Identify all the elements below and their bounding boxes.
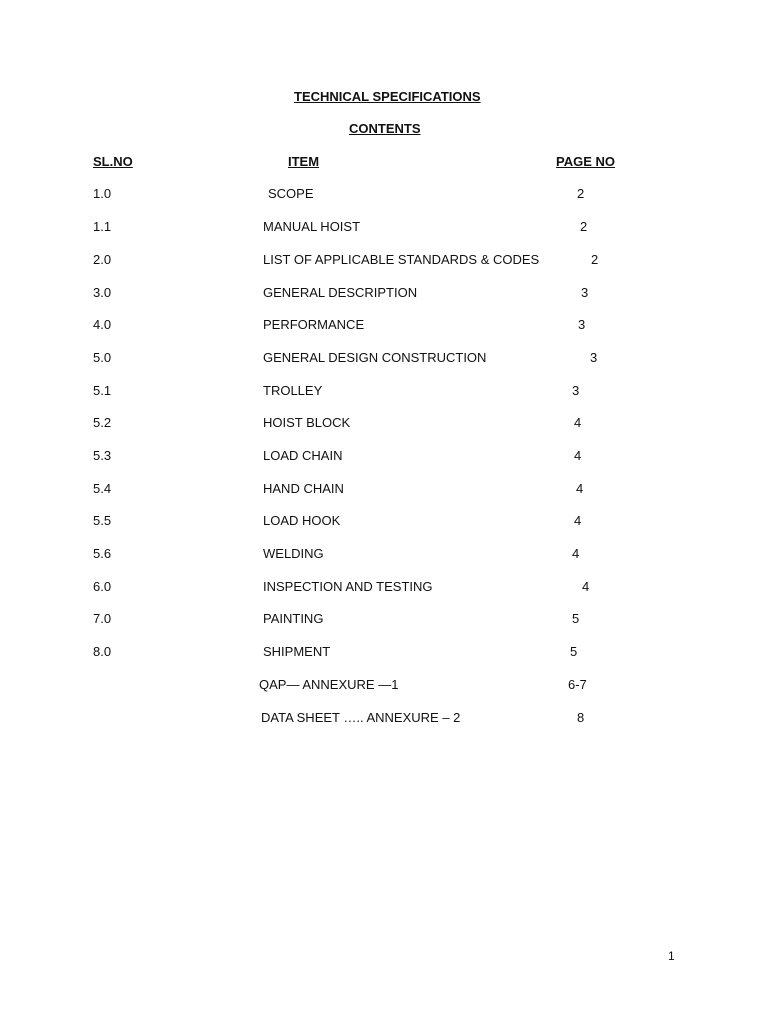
row-page-no: 4 [576,481,584,496]
header-item: ITEM [288,154,320,169]
row-item: INSPECTION AND TESTING [263,579,433,594]
row-item: GENERAL DESCRIPTION [263,285,418,300]
row-item: HOIST BLOCK [263,415,351,430]
row-page-no: 2 [591,252,599,267]
row-page-no: 4 [574,415,582,430]
row-page-no: 4 [582,579,590,594]
page-number: 1 [668,949,675,963]
header-page-no: PAGE NO [556,154,615,169]
header-sl-no: SL.NO [93,154,133,169]
row-page-no: 4 [574,513,582,528]
row-page-no: 5 [572,611,580,626]
row-sl-no: 7.0 [93,611,112,626]
row-sl-no: 5.0 [93,350,112,365]
row-sl-no: 1.0 [93,186,112,201]
row-item: LOAD HOOK [263,513,341,528]
row-page-no: 4 [572,546,580,561]
row-page-no: 6-7 [568,677,587,692]
row-page-no: 3 [581,285,589,300]
contents-heading: CONTENTS [349,121,421,136]
row-item: GENERAL DESIGN CONSTRUCTION [263,350,487,365]
row-sl-no: 3.0 [93,285,112,300]
row-page-no: 3 [590,350,598,365]
row-item: DATA SHEET ….. ANNEXURE – 2 [261,710,461,725]
row-sl-no: 5.2 [93,415,112,430]
row-item: LIST OF APPLICABLE STANDARDS & CODES [263,252,540,267]
row-page-no: 3 [578,317,586,332]
row-page-no: 3 [572,383,580,398]
row-sl-no: 1.1 [93,219,112,234]
row-sl-no: 5.4 [93,481,112,496]
row-item: PERFORMANCE [263,317,365,332]
row-item: LOAD CHAIN [263,448,343,463]
row-sl-no: 5.6 [93,546,112,561]
row-sl-no: 5.5 [93,513,112,528]
row-item: TROLLEY [263,383,323,398]
row-page-no: 2 [580,219,588,234]
row-page-no: 4 [574,448,582,463]
row-sl-no: 8.0 [93,644,112,659]
document-title: TECHNICAL SPECIFICATIONS [294,89,481,104]
row-sl-no: 2.0 [93,252,112,267]
row-sl-no: 6.0 [93,579,112,594]
row-item: SHIPMENT [263,644,331,659]
row-item: QAP— ANNEXURE —1 [259,677,399,692]
row-sl-no: 5.1 [93,383,112,398]
row-item: HAND CHAIN [263,481,344,496]
row-item: SCOPE [268,186,314,201]
row-page-no: 5 [570,644,578,659]
row-item: PAINTING [263,611,324,626]
row-item: MANUAL HOIST [263,219,361,234]
row-sl-no: 5.3 [93,448,112,463]
row-page-no: 2 [577,186,585,201]
row-page-no: 8 [577,710,585,725]
row-sl-no: 4.0 [93,317,112,332]
row-item: WELDING [263,546,324,561]
